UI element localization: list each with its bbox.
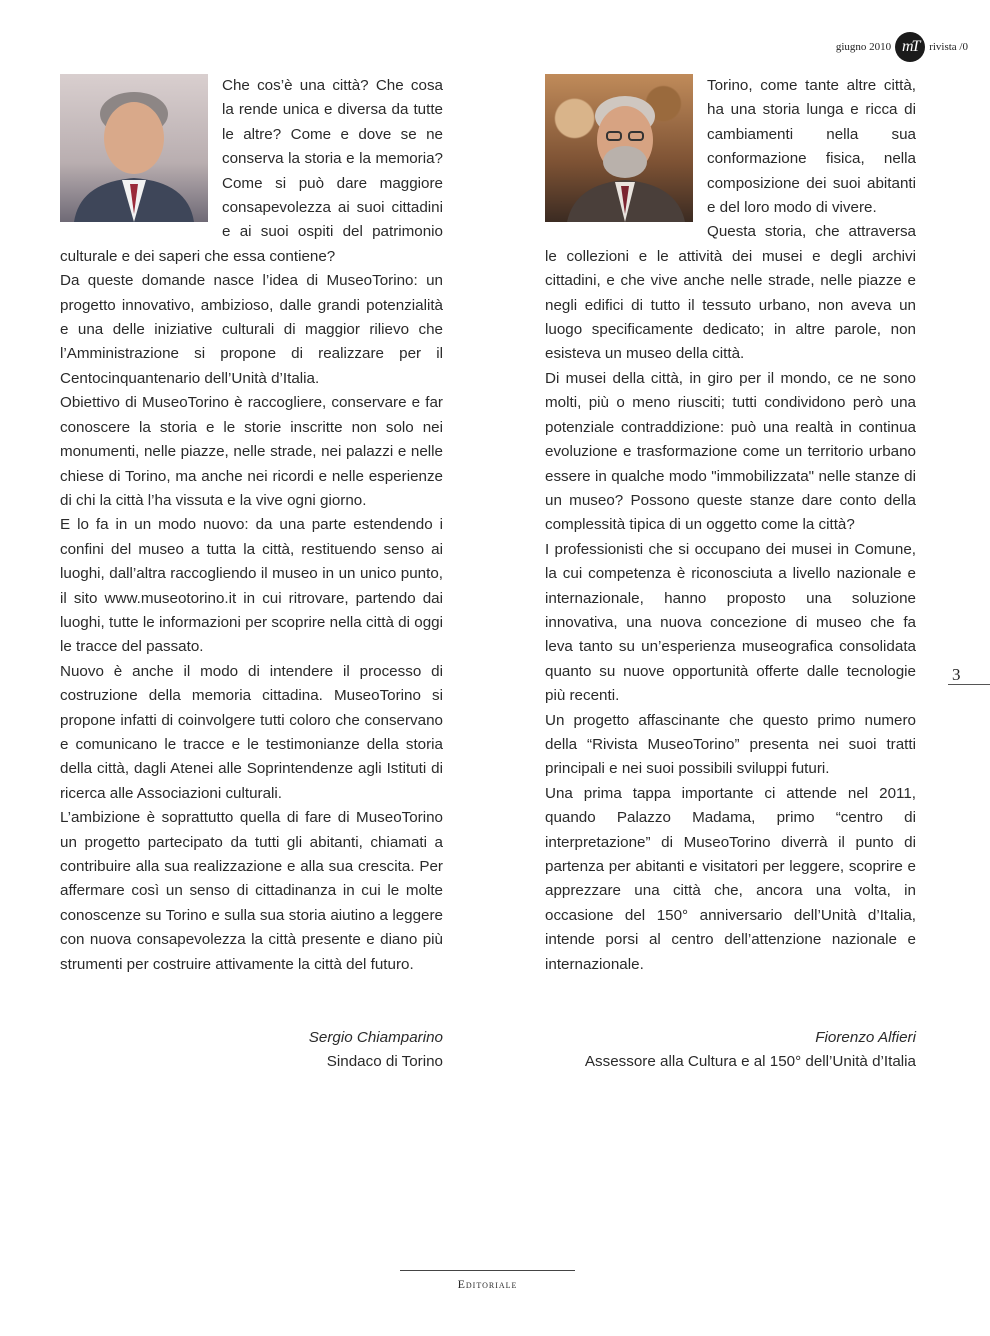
museotorino-logo: mT bbox=[895, 32, 925, 62]
right-paragraph-1: Torino, come tante altre città, ha una storia lunga e ricca di cambiamenti nella sua conformazione fisica, nella composizione dei suoi abitanti e del loro modo di vivere. bbox=[707, 77, 916, 217]
left-paragraph-2: Da queste domande nasce l’idea di MuseoTorino: un progetto innovativo, ambizioso, dalle grandi potenzialità e una delle iniziative culturali di maggior rilievo che l’Amministrazione si propone di realizzare per il Centocinquantenario dell’Unità d’Italia. bbox=[60, 272, 443, 387]
right-paragraph-3: Di musei della città, in giro per il mondo, ce ne sono molti, più o meno riusciti; tutti condividono però una potenziale contraddizione: può una realtà in continua evoluzione e trasformazione come un territorio urbano essere in qualche modo "immobilizzata" nelle stanze di un museo? Possono queste stanze dare conto della complessità tipica di un oggetto come la città? bbox=[545, 369, 916, 534]
left-column bbox=[60, 74, 443, 977]
signature-name-left: Sergio Chiamparino bbox=[308, 1029, 443, 1046]
left-paragraph-6: L’ambizione è soprattutto quella di fare di MuseoTorino un progetto partecipato da tutti gli abitanti, chiamati a contribuire alla sua realizzazione e alla sua crescita. Per affermare così un senso di cittadinanza in cui le molte conoscenze su Torino e sulla sua storia aiutino a leggere con nuova consapevolezza la città presente e diano più strumenti per costruire attivamente la città del futuro. bbox=[60, 809, 443, 973]
page-header bbox=[836, 32, 968, 62]
left-paragraph-5: Nuovo è anche il modo di intendere il processo di costruzione della memoria cittadina. MuseoTorino si propone infatti di coinvolgere tutti coloro che conservano e comunicano le tracce e le testimonianze della storia della città, dagli Atenei alle Soprintendenze agli Istituti di ricerca alle Associazioni culturali. bbox=[60, 662, 443, 802]
right-paragraph-6: Una prima tappa importante ci attende nel 2011, quando Palazzo Madama, primo “centro di interpretazione” di MuseoTorino diverrà il punto di partenza per abitanti e visitatori per leggere, scoprire e apprezzare una città che, ancora una volta, in occasione del 150° anniversario dell’Unità d’Italia, intende porsi al centro dell’attenzione nazionale e internazionale. bbox=[545, 784, 916, 973]
issue-number: rivista /0 bbox=[929, 41, 968, 53]
signature-left bbox=[60, 1026, 443, 1075]
signature-name-right: Fiorenzo Alfieri bbox=[815, 1029, 916, 1046]
left-paragraph-4: E lo fa in un modo nuovo: da una parte estendendo i confini del museo a tutta la città, restituendo senso ai luoghi, dall’altra raccogliendo il museo in un unico punto, il sito www.museotorino.it in cui ritrovare, partendo dai luoghi, tutte le informazioni per scoprire nella città di oggi le tracce del passato. bbox=[60, 516, 443, 656]
right-column bbox=[545, 74, 916, 977]
section-footer: Editoriale bbox=[400, 1270, 575, 1292]
portrait-alfieri bbox=[545, 74, 693, 222]
signature-role-left: Sindaco di Torino bbox=[326, 1053, 443, 1071]
signature-role-right: Assessore alla Cultura e al 150° dell’Unità d’Italia bbox=[584, 1053, 916, 1071]
right-paragraph-2: Questa storia, che attraversa le collezioni e le attività dei musei e degli archivi cittadini, e che vive anche nelle strade, nelle piazze e negli edifici di tutto il tessuto urbano, non aveva un luogo specificamente dedicato; in altre parole, non esisteva un museo della città. bbox=[545, 223, 916, 363]
right-paragraph-4: I professionisti che si occupano dei musei in Comune, la cui competenza è riconosciuta a livello nazionale e internazionale, hanno proposto una soluzione innovativa, una nuova concezione di museo che fa leva tanto su un’esperienza museografica consolidata quanto su nuove opportunità offerte dalle tecnologie più recenti. bbox=[545, 540, 916, 705]
issue-date: giugno 2010 bbox=[835, 41, 892, 53]
left-paragraph-1: Che cos’è una città? Che cosa la rende unica e diversa da tutte le altre? Come e dove se ne conserva la storia e la memoria? Come si può dare maggiore consapevolezza ai suoi cittadini e ai suoi ospiti del patrimonio culturale e dei saperi che essa contiene? bbox=[60, 77, 443, 265]
left-paragraph-3: Obiettivo di MuseoTorino è raccogliere, conservare e far conoscere la storia e le storie inscritte non solo nei monumenti, nelle piazze, nelle strade, nei palazzi e nelle chiese di Torino, ma anche nei ricordi e nelle esperienze di chi la città l’ha vissuta e la vive ogni giorno. bbox=[60, 394, 443, 509]
page-number: 3 bbox=[948, 666, 990, 685]
portrait-chiamparino bbox=[60, 74, 208, 222]
right-paragraph-5: Un progetto affascinante che questo primo numero della “Rivista MuseoTorino” presenta nei suoi tratti principali e nei suoi possibili sviluppi futuri. bbox=[545, 711, 916, 778]
signature-right bbox=[545, 1026, 916, 1075]
